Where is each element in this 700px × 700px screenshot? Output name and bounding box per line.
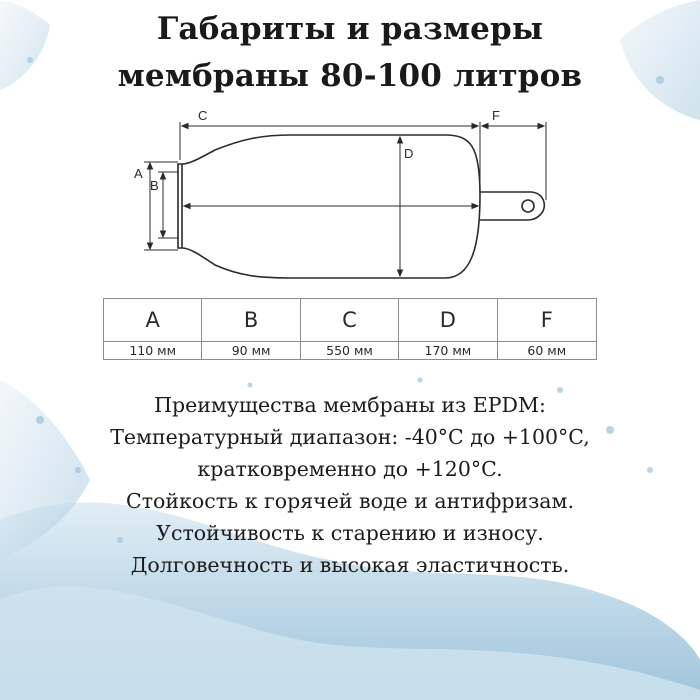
b-arrow-top [161,173,166,179]
feature-aging: Устойчивость к старению и износу. [156,521,544,545]
table-header-f: F [498,299,596,342]
length-arrow-left [184,204,190,209]
c-arrow-left [182,124,188,129]
title-line-1: Габариты и размеры [156,11,544,47]
a-arrow-top [148,163,153,169]
d-arrow-top [398,137,403,143]
feature-temperature-short: кратковременно до +120°C. [197,457,503,481]
table-value-f: 60 мм [527,343,567,358]
table-value-a: 110 мм [104,342,202,359]
eye-hole [522,200,534,212]
features-list [0,389,700,581]
f-arrow-right [538,124,544,129]
page-title [0,6,700,100]
label-b: B [150,178,159,193]
table-header-d: D [399,299,497,342]
table-header-c: C [301,299,399,342]
a-arrow-bottom [148,243,153,249]
label-d: D [404,146,414,161]
features-heading: Преимущества мембраны из EPDM: [154,393,546,417]
label-c: C [198,108,208,123]
feature-temperature-range: Температурный диапазон: -40°C до +100°C, [110,425,590,449]
table-value-b: 90 мм [202,342,300,359]
title-line-2: мембраны 80-100 литров [117,58,583,94]
d-arrow-bottom [398,270,403,276]
table-header-a: A [104,299,202,342]
table-value-c: 550 мм [301,342,399,359]
dimensions-table [103,298,597,360]
table-value-d: 170 мм [399,342,497,359]
feature-hot-water: Стойкость к горячей воде и антифризам. [126,489,574,513]
feature-elasticity: Долговечность и высокая эластичность. [130,553,570,577]
table-header-b: B [202,299,300,342]
membrane-dimension-diagram [120,100,580,300]
b-arrow-bottom [161,231,166,237]
c-arrow-right [472,124,478,129]
length-arrow-right [472,204,478,209]
label-f: F [492,108,500,123]
label-a: A [134,166,143,181]
f-arrow-left [482,124,488,129]
